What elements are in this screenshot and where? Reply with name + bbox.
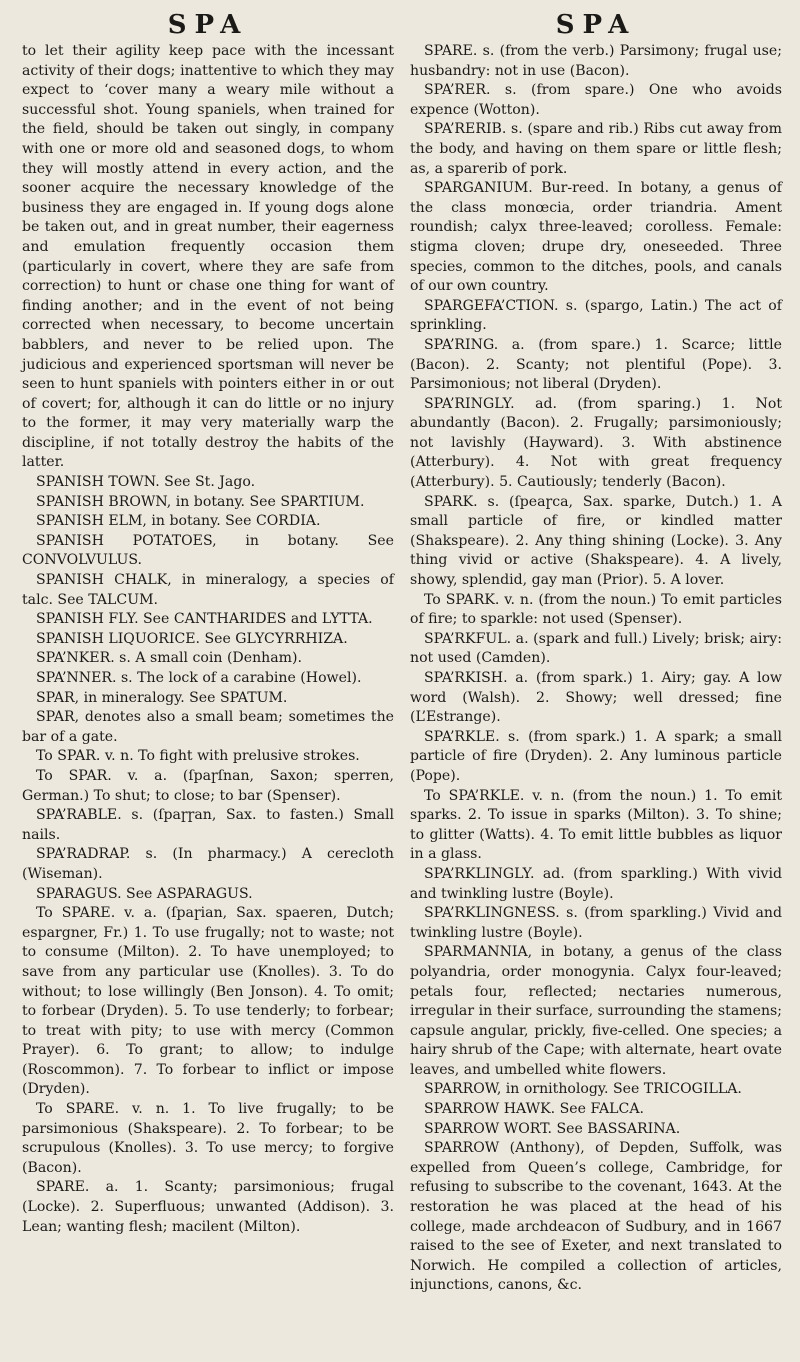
entry-sparagus: SPARAGUS. See ASPARAGUS. <box>36 885 253 902</box>
entry-to-spare-vn: To SPARE. v. n. 1. To live frugally; to be parsimonious (Shakspeare). 2. To forbear; to be scrupulous (Knolles). 3. To use mercy; to forgive (Bacon). <box>22 1101 394 1176</box>
entry-spanner: SPA’NNER. s. The lock of a carabine (Howel). <box>36 670 362 686</box>
entry-spanish-liquorice: SPANISH LIQUORICE. See GLYCYRRHIZA. <box>36 630 348 647</box>
entry-spark: SPARK. s. (ſpeaɼca, Sax. sparke, Dutch.) 1. A small particle of fire, or kindled matter (Shakspeare). 2. Any thing shining (Locke). 3. Any thing vivid or active (Shakspeare). 4. A lively, showy, splendid, gay man (Prior). 5. A lover. <box>410 493 782 589</box>
right-entries <box>410 42 782 1296</box>
entry-to-sparkle: To SPA’RKLE. v. n. (from the noun.) 1. To emit sparks. 2. To issue in sparks (Milton). 3. To shine; to glitter (Watts). 4. To emit little bubbles as liquor in a glass. <box>410 787 782 863</box>
right-column <box>410 0 782 1296</box>
entry-sparrow: SPARROW, in ornithology. See TRICOGILLA. <box>424 1081 742 1098</box>
entry-sparer: SPA’RER. s. (from spare.) One who avoids expence (Wotton). <box>410 82 782 118</box>
entry-spanker: SPA’NKER. s. A small coin (Denham). <box>36 650 302 667</box>
entry-to-spar-vn: To SPAR. v. n. To fight with prelusive strokes. <box>36 748 360 765</box>
entry-to-spare-va: To SPARE. v. a. (ſpaɼian, Sax. spaeren, Dutch; espargner, Fr.) 1. To use frugally; not to waste; not to consume (Milton). 2. To have unemployed; to save from any particular use (Knolles). 3. To do without; to lose willingly (Ben Jonson). 4. To omit; to forbear (Dryden). 5. To use tenderly; to forbear; to treat with pity; to use with mercy (Common Prayer). 6. To grant; to allow; to indulge (Roscommon). 7. To forbear to inflict or impose (Dryden). <box>22 905 394 1098</box>
entry-spanish-fly: SPANISH FLY. See CANTHARIDES and LYTTA. <box>36 611 373 628</box>
entry-sparingly: SPA’RINGLY. ad. (from sparing.) 1. Not abundantly (Bacon). 2. Frugally; parsimoniously; not lavishly (Hayward). 3. With abstinence (Atterbury). 4. Not with great frequency (Atterbury). 5. Cautiously; tenderly (Bacon). <box>410 395 782 491</box>
entry-spanish-chalk: SPANISH CHALK, in mineralogy, a species of talc. See TALCUM. <box>22 572 394 608</box>
entry-spare-adj: SPARE. a. 1. Scanty; parsimonious; frugal (Locke). 2. Superfluous; unwanted (Addison). 3. Lean; wanting flesh; macilent (Milton). <box>22 1179 394 1235</box>
entry-sparrow-wort: SPARROW WORT. See BASSARINA. <box>424 1120 681 1137</box>
entry-sparrow-anthony: SPARROW (Anthony), of Depden, Suffolk, was expelled from Queen’s college, Cambridge, for refusing to subscribe to the covenant, 1643. At the restoration he was placed at the head of his college, made archdeacon of Sudbury, and in 1667 raised to the see of Exeter, and next translated to Norwich. He compiled a collection of articles, injunctions, canons, &c. <box>410 1140 782 1294</box>
entry-sparing: SPA’RING. a. (from spare.) 1. Scarce; little (Bacon). 2. Scanty; not plentiful (Pope). 3. Parsimonious; not liberal (Dryden). <box>410 336 782 393</box>
entry-spanish-town: SPANISH TOWN. See St. Jago. <box>36 474 256 491</box>
entry-sparkish: SPA’RKISH. a. (from spark.) 1. Airy; gay. A low word (Walsh). 2. Showy; well dressed; fine (L’Estrange). <box>410 670 782 726</box>
entry-spargefaction: SPARGEFA’CTION. s. (spargo, Latin.) The act of sprinkling. <box>410 297 782 334</box>
entry-continuation: to let their agility keep pace with the incessant activity of their dogs; inattentive to which they may expect to ‘cover many a weary mile without a successful shot. Young spaniels, when trained for the field, should be taken out singly, in company with one or more old and seasoned dogs, to whom they will mostly attend in every action, and the sooner acquire the necessary knowledge of the business they are engaged in. If young dogs alone be taken out, and in great number, their eagerness and emulation frequently occasion them (particularly in covert, where they are safe from correction) to hunt or chase one thing for want of finding another; and in the event of not being corrected when necessary, to become uncertain babblers, and never to be relied upon. The judicious and experienced sportsman will never be seen to hunt spaniels with pointers either in or out of covert; for, although it can do little or no injury to the former, it may very materially warp the discipline, if not totally destroy the habits of the latter. <box>22 43 394 471</box>
left-entries <box>22 42 394 1237</box>
entry-spar-beam: SPAR, denotes also a small beam; sometimes the bar of a gate. <box>22 709 394 745</box>
entry-sparrow-hawk: SPARROW HAWK. See FALCA. <box>424 1101 644 1118</box>
entry-spar-mineralogy: SPAR, in mineralogy. See SPATUM. <box>36 689 288 706</box>
running-head-right: SPA <box>555 10 637 40</box>
entry-sparadrap: SPA’RADRAP. s. (In pharmacy.) A cerecloth (Wiseman). <box>22 846 394 882</box>
entry-spanish-brown: SPANISH BROWN, in botany. See SPARTIUM. <box>36 493 365 510</box>
entry-sparkle-noun: SPA’RKLE. s. (from spark.) 1. A spark; a small particle of fire (Dryden). 2. Any luminous particle (Pope). <box>410 728 782 784</box>
entry-sparklingly: SPA’RKLINGLY. ad. (from sparkling.) With vivid and twinkling lustre (Boyle). <box>410 865 782 902</box>
entry-sparganium: SPARGANIUM. Bur-reed. In botany, a genus of the class monœcia, order triandria. Ament roundish; calyx three-leaved; corolless. Female: stigma cloven; drupe dry, oneseeded. Three species, common to the ditches, pools, and canals of our own country. <box>410 180 782 295</box>
entry-sparable: SPA’RABLE. s. (ſpaɼɼan, Sax. to fasten.) Small nails. <box>22 807 394 843</box>
entry-to-spark: To SPARK. v. n. (from the noun.) To emit particles of fire; to sparkle: not used (Spenser). <box>410 591 782 628</box>
entry-spare-noun: SPARE. s. (from the verb.) Parsimony; frugal use; husbandry: not in use (Bacon). <box>410 43 782 79</box>
entry-spanish-elm: SPANISH ELM, in botany. See CORDIA. <box>36 513 321 530</box>
left-column <box>22 0 394 1237</box>
entry-sparkful: SPA’RKFUL. a. (spark and full.) Lively; brisk; airy: not used (Camden). <box>410 630 782 667</box>
entry-spanish-potatoes: SPANISH POTATOES, in botany. See CONVOLVULUS. <box>22 532 394 569</box>
entry-sparmannia: SPARMANNIA, in botany, a genus of the class polyandria, order monogynia. Calyx four-leaved; petals four, reflected; nectaries numerous, irregular in their surface, surrounding the stamens; capsule angular, prickly, five-celled. One species; a hairy shrub of the Cape; with alternate, heart ovate leaves, and umbelled white flowers. <box>410 944 782 1078</box>
entry-sparerib: SPA’RERIB. s. (spare and rib.) Ribs cut away from the body, and having on them spare or little flesh; as, a sparerib of pork. <box>410 121 782 177</box>
running-head-left: SPA <box>167 10 249 40</box>
entry-to-spar-va: To SPAR. v. a. (ſpaɼſnan, Saxon; sperren, German.) To shut; to close; to bar (Spenser). <box>22 767 394 804</box>
entry-sparklingness: SPA’RKLINGNESS. s. (from sparkling.) Vivid and twinkling lustre (Boyle). <box>410 905 782 941</box>
